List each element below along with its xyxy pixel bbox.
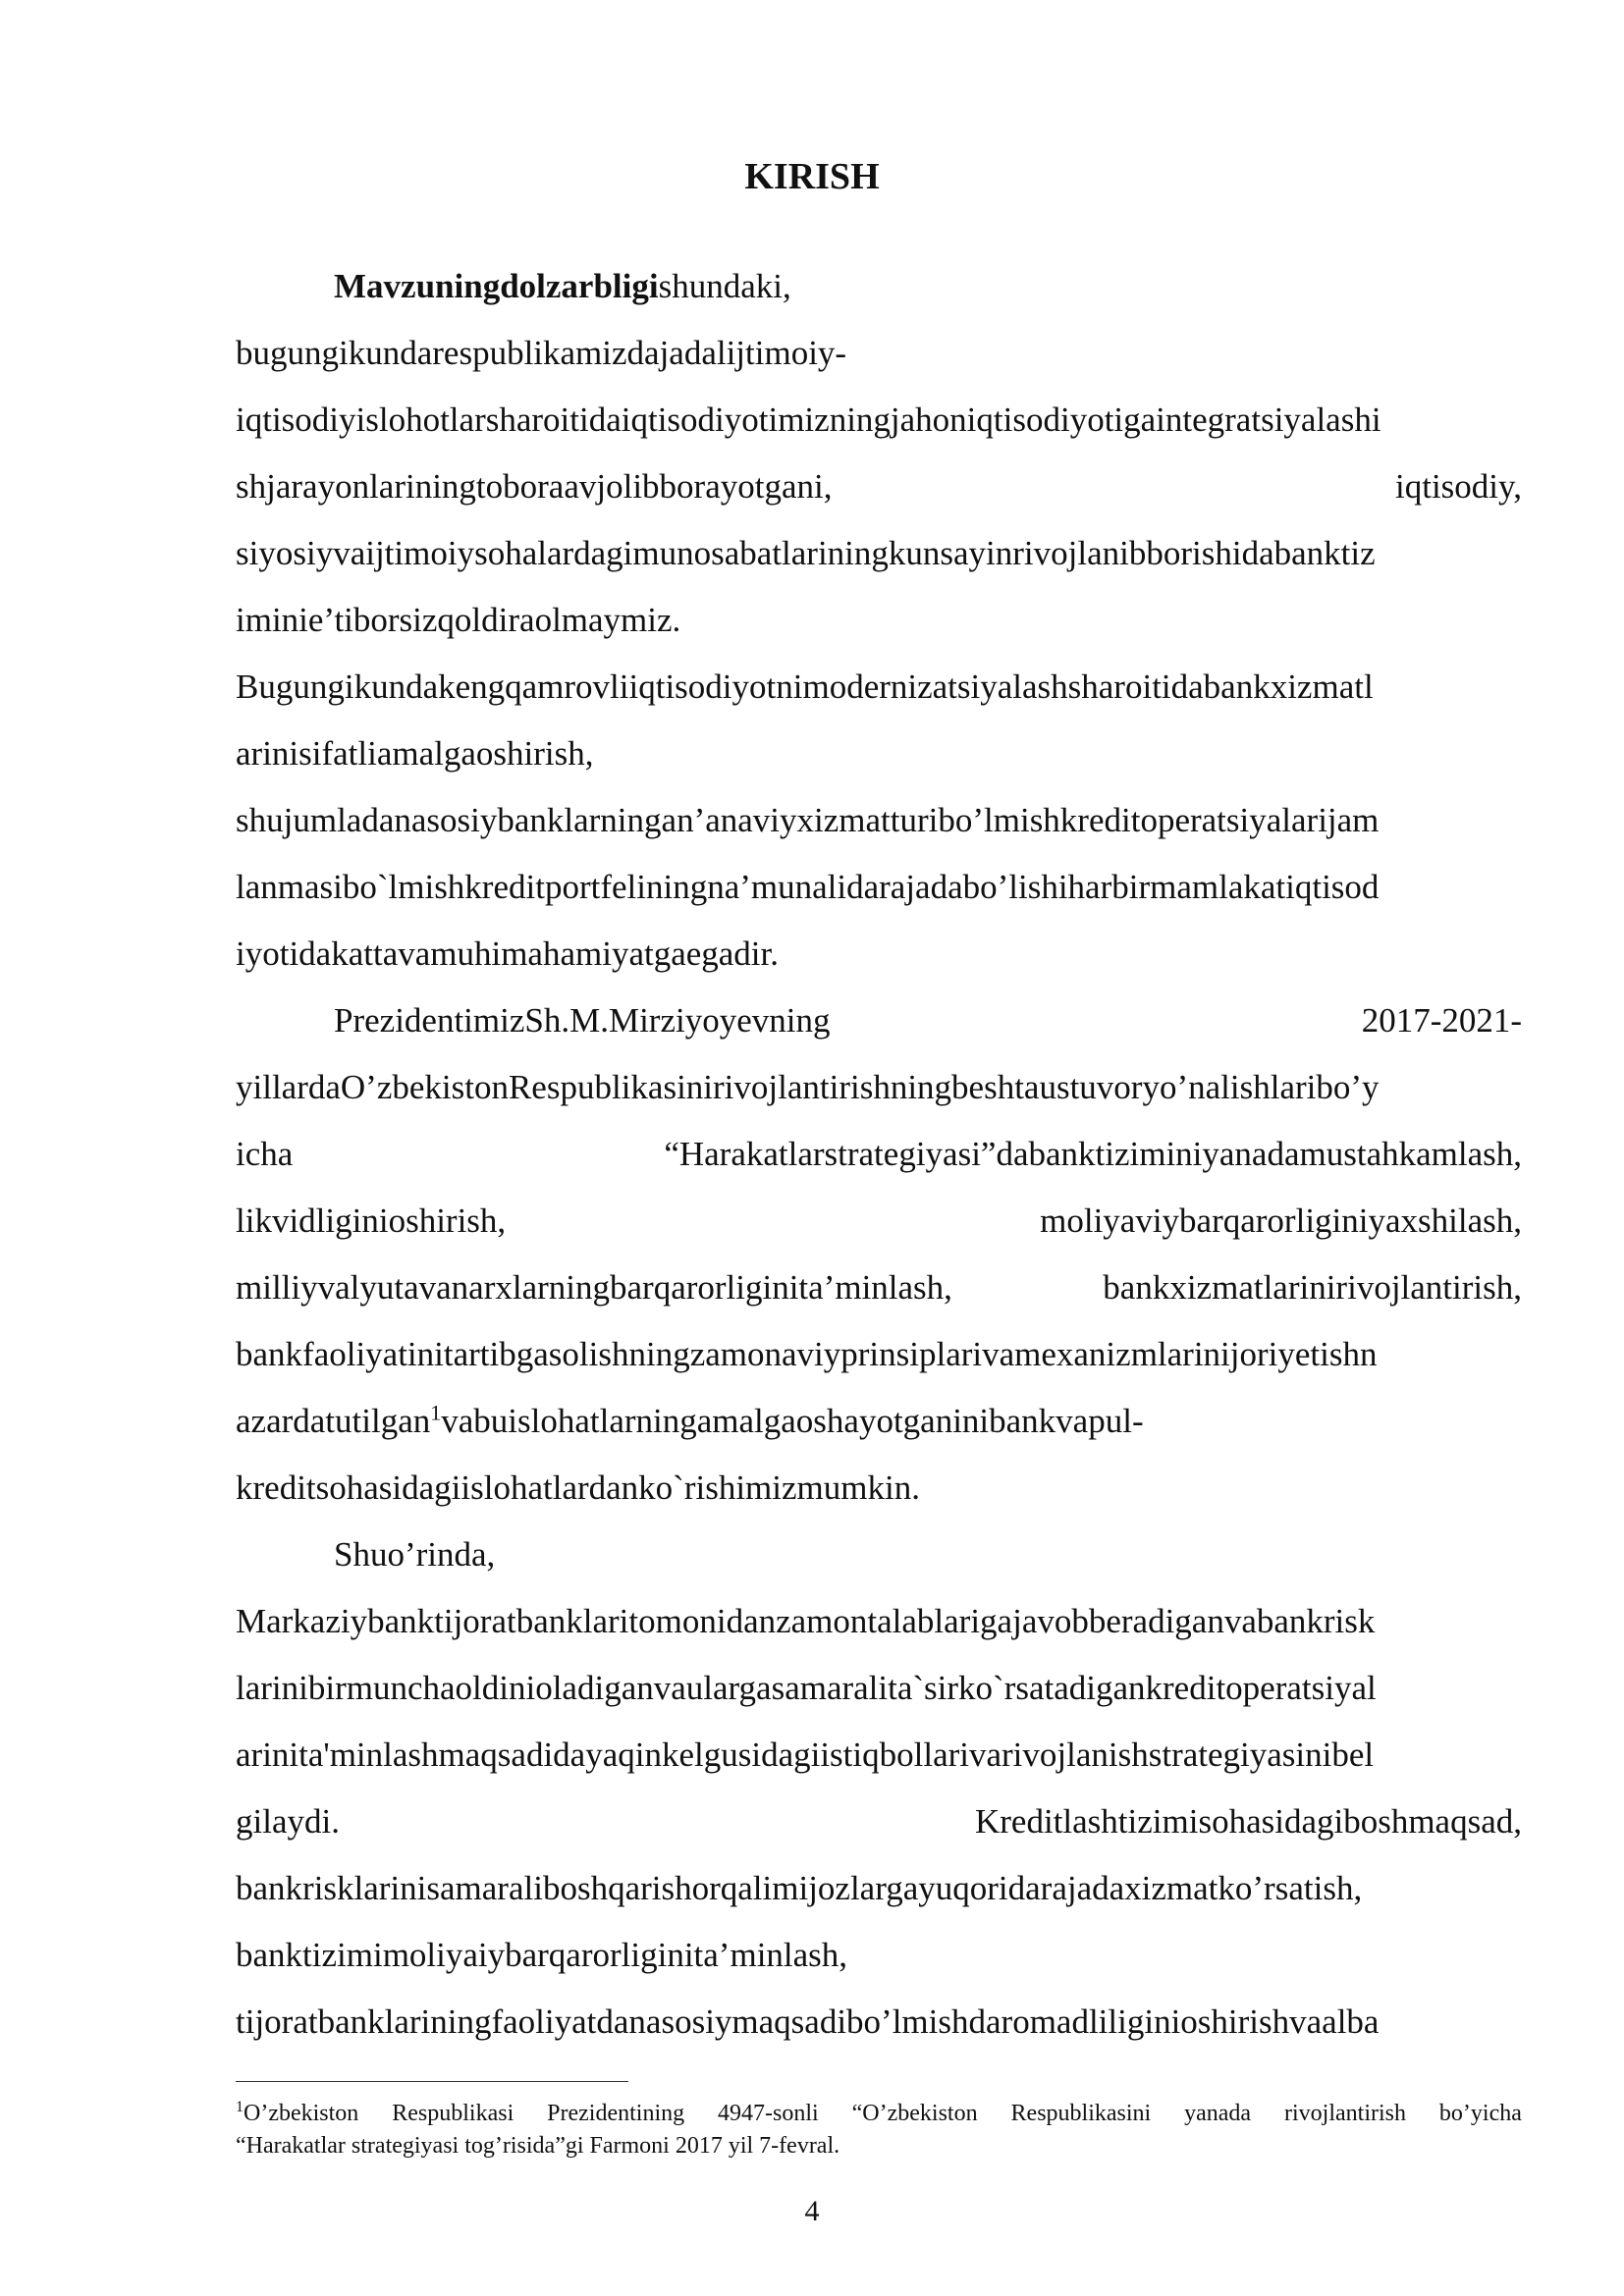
text-span: likvidliginioshirish, bbox=[236, 1201, 507, 1240]
footnote-line bbox=[236, 2098, 1522, 2130]
footnote-marker: 1 bbox=[236, 2099, 244, 2115]
paragraph-line: iminie’tiborsizqoldiraolmaymiz. bbox=[236, 601, 681, 639]
text-span: 2017-2021- bbox=[1361, 1001, 1522, 1040]
paragraph-line: arinisifatliamalgaoshirish, bbox=[236, 734, 594, 773]
text-span: azardatutilgan bbox=[236, 1402, 431, 1440]
paragraph-line bbox=[236, 253, 1522, 320]
paragraph-line: bankfaoliyatinitartibgasolishningzamonaviyprinsiplarivamexanizmlarinijoriyetishn bbox=[236, 1335, 1378, 1373]
footnote-word: O’zbekiston bbox=[244, 2101, 359, 2126]
paragraph-line bbox=[236, 1188, 1522, 1255]
paragraph-line: bugungikundarespublikamizdajadalijtimoiy- bbox=[236, 334, 847, 372]
paragraph-line: yillardaO’zbekistonRespublikasinirivojlantirishningbeshtaustuvoryo’nalishlaribo’y bbox=[236, 1068, 1380, 1106]
paragraph-line bbox=[236, 1388, 1522, 1455]
text-span: “Harakatlarstrategiyasi”dabanktiziminiyanadamustahkamlash, bbox=[664, 1135, 1522, 1173]
footnote-line: “Harakatlar strategiyasi tog’risida”gi Farmoni 2017 yil 7-fevral. bbox=[236, 2133, 840, 2159]
footnote-word: “O’zbekiston bbox=[851, 2101, 978, 2126]
footnote-word: Prezidentining bbox=[547, 2101, 685, 2126]
paragraph-line: bankrisklarinisamaraliboshqarishorqalimijozlargayuqoridarajadaxizmatko’rsatish, bbox=[236, 1869, 1363, 1907]
paragraph-line: iyotidakattavamuhimahamiyatgaegadir. bbox=[236, 934, 780, 973]
text-span: Kreditlashtizimisohasidagiboshmaqsad, bbox=[975, 1802, 1522, 1841]
text-span: shjarayonlariningtoboraavjolibborayotgani, bbox=[236, 467, 833, 506]
paragraph-line: tijoratbanklariningfaoliyatdanasosiymaqsadibo’lmishdaromadliliginioshirishvaalba bbox=[236, 2002, 1380, 2041]
page-number: 4 bbox=[804, 2195, 820, 2227]
footnote bbox=[236, 2098, 1522, 2163]
page-title: KIRISH bbox=[744, 156, 880, 197]
paragraph-line bbox=[236, 1121, 1522, 1188]
paragraph-line: siyosiyvaijtimoiysohalardagimunosabatlariningkunsayinrivojlanibborishidabanktiz bbox=[236, 534, 1376, 572]
body-text bbox=[236, 253, 1522, 2056]
footnote-word bbox=[236, 2098, 358, 2130]
paragraph-line bbox=[236, 988, 1522, 1054]
footnote-reference[interactable]: 1 bbox=[430, 1400, 442, 1425]
footnote-word: Respublikasi bbox=[392, 2101, 514, 2126]
paragraph-line: lanmasibo`lmishkreditportfeliningna’munalidarajadabo’lishiharbirmamlakatiqtisod bbox=[236, 868, 1380, 906]
paragraph-line: banktizimimoliyaiybarqarorliginita’minlash, bbox=[236, 1936, 848, 1974]
paragraph-line: larinibirmunchaoldinioladiganvaulargasamaralita`sirko`rsatadigankreditoperatsiyal bbox=[236, 1669, 1377, 1707]
paragraph-line: arinita'minlashmaqsadidayaqinkelgusidagiistiqbollarivarivojlanishstrategiyasinibel bbox=[236, 1735, 1375, 1774]
paragraph-line: shujumladanasosiybanklarningan’anaviyxizmatturibo’lmishkreditoperatsiyalarijam bbox=[236, 801, 1380, 839]
paragraph-line bbox=[236, 1255, 1522, 1321]
text-span: milliyvalyutavanarxlarningbarqarorliginita’minlash, bbox=[236, 1268, 952, 1307]
text-span: gilaydi. bbox=[236, 1802, 340, 1841]
paragraph-line: Bugungikundakengqamrovliiqtisodiyotnimodernizatsiyalashsharoitidabankxizmatl bbox=[236, 667, 1374, 706]
text-span: moliyaviybarqarorliginiyaxshilash, bbox=[1040, 1201, 1522, 1240]
paragraph-line: Shuo’rinda, bbox=[334, 1535, 496, 1574]
text-span: bankxizmatlarinirivojlantirish, bbox=[1103, 1268, 1522, 1307]
paragraph-line bbox=[236, 454, 1522, 520]
paragraph-line: iqtisodiyislohotlarsharoitidaiqtisodiyotimizningjahoniqtisodiyotigaintegratsiyalashi bbox=[236, 400, 1381, 439]
text-span: iqtisodiy, bbox=[1395, 467, 1522, 506]
footnote-word: 4947-sonli bbox=[718, 2101, 819, 2126]
paragraph-line: kreditsohasidagiislohatlardanko`rishimizmumkin. bbox=[236, 1468, 920, 1507]
footnote-word: rivojlantirish bbox=[1284, 2101, 1406, 2126]
text-span: vabuislohatlarningamalgaoshayotganinibankvapul- bbox=[441, 1402, 1144, 1440]
footnote-separator bbox=[236, 2081, 628, 2082]
bold-lead-text: Mavzuningdolzarbligi bbox=[334, 267, 659, 305]
text-span: PrezidentimizSh.M.Mirziyoyevning bbox=[334, 1001, 831, 1040]
footnote-word: yanada bbox=[1184, 2101, 1252, 2126]
footnote-word: bo’yicha bbox=[1438, 2101, 1522, 2126]
text-span: icha bbox=[236, 1135, 294, 1173]
paragraph-line: Markaziybanktijoratbanklaritomonidanzamontalablarigajavobberadiganvabankrisk bbox=[236, 1602, 1376, 1640]
text-span: shundaki, bbox=[658, 267, 791, 305]
footnote-word: Respublikasini bbox=[1010, 2101, 1152, 2126]
paragraph-line bbox=[236, 1789, 1522, 1855]
